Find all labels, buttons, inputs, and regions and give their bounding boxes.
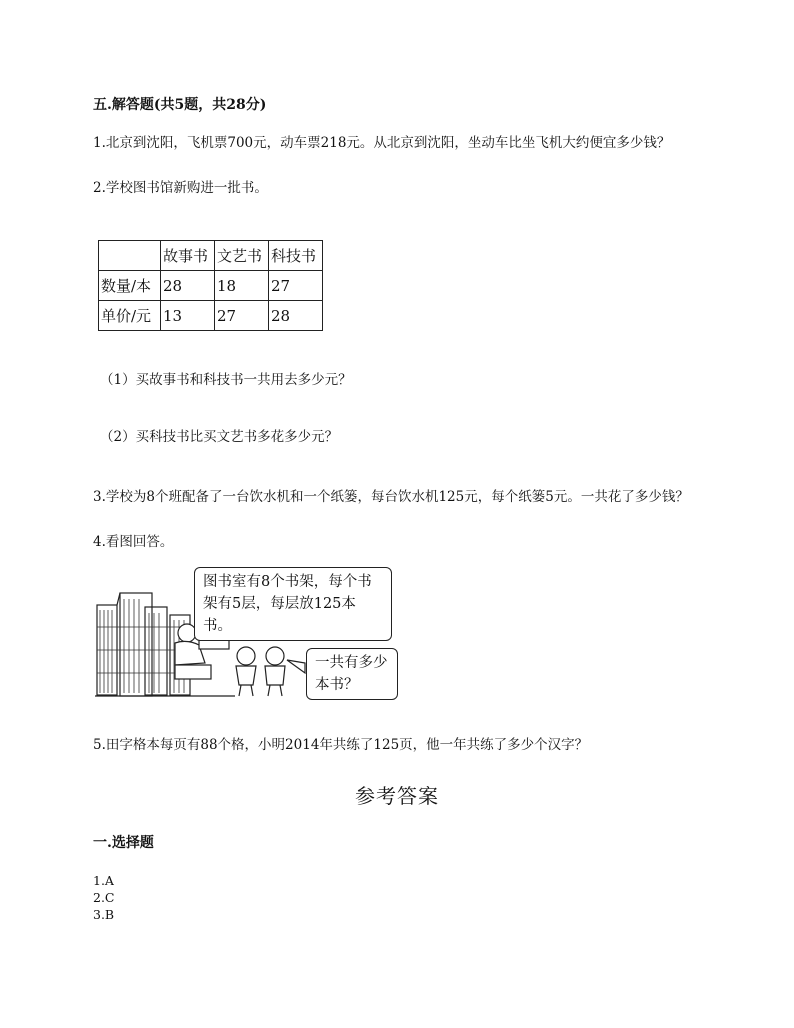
table-header-cell: 文艺书 <box>215 241 269 271</box>
answer-item: 2.C <box>93 890 115 905</box>
section-title: 五.解答题(共5题，共28分) <box>93 97 267 113</box>
question-3: 3.学校为8个班配备了一台饮水机和一个纸篓，每台饮水机125元，每个纸篓5元。一共花了多少钱？ <box>93 489 689 505</box>
speech-bubble-child: 一共有多少本书？ <box>306 648 398 700</box>
question-2-part-2: （2）买科技书比买文艺书多花多少元？ <box>100 429 339 445</box>
table-cell <box>99 241 161 271</box>
table-cell: 数量/本 <box>99 271 161 301</box>
table-cell: 13 <box>161 301 215 331</box>
question-2-part-1: （1）买故事书和科技书一共用去多少元？ <box>100 372 352 388</box>
answer-item: 3.B <box>93 907 115 922</box>
table-cell: 28 <box>269 301 323 331</box>
table-row <box>99 271 323 301</box>
table-cell: 27 <box>215 301 269 331</box>
table-cell: 18 <box>215 271 269 301</box>
table-header-cell: 故事书 <box>161 241 215 271</box>
question-5: 5.田字格本每页有88个格，小明2014年共练了125页，他一年共练了多少个汉字？ <box>93 737 589 753</box>
book-table <box>98 240 323 331</box>
speech-bubble-adult: 图书室有8个书架，每个书架有5层，每层放125本书。 <box>194 567 392 641</box>
answers-section-title: 一.选择题 <box>93 835 154 851</box>
table-cell: 28 <box>161 271 215 301</box>
table-header-row <box>99 241 323 271</box>
question-1: 1.北京到沈阳，飞机票700元，动车票218元。从北京到沈阳，坐动车比坐飞机大约便宜多少钱？ <box>93 135 671 151</box>
table-header-cell: 科技书 <box>269 241 323 271</box>
table-row <box>99 301 323 331</box>
table-cell: 27 <box>269 271 323 301</box>
answer-item: 1.A <box>93 873 114 888</box>
question-2: 2.学校图书馆新购进一批书。 <box>93 180 268 196</box>
question-4: 4.看图回答。 <box>93 534 174 550</box>
answers-title: 参考答案 <box>355 784 439 808</box>
table-cell: 单价/元 <box>99 301 161 331</box>
